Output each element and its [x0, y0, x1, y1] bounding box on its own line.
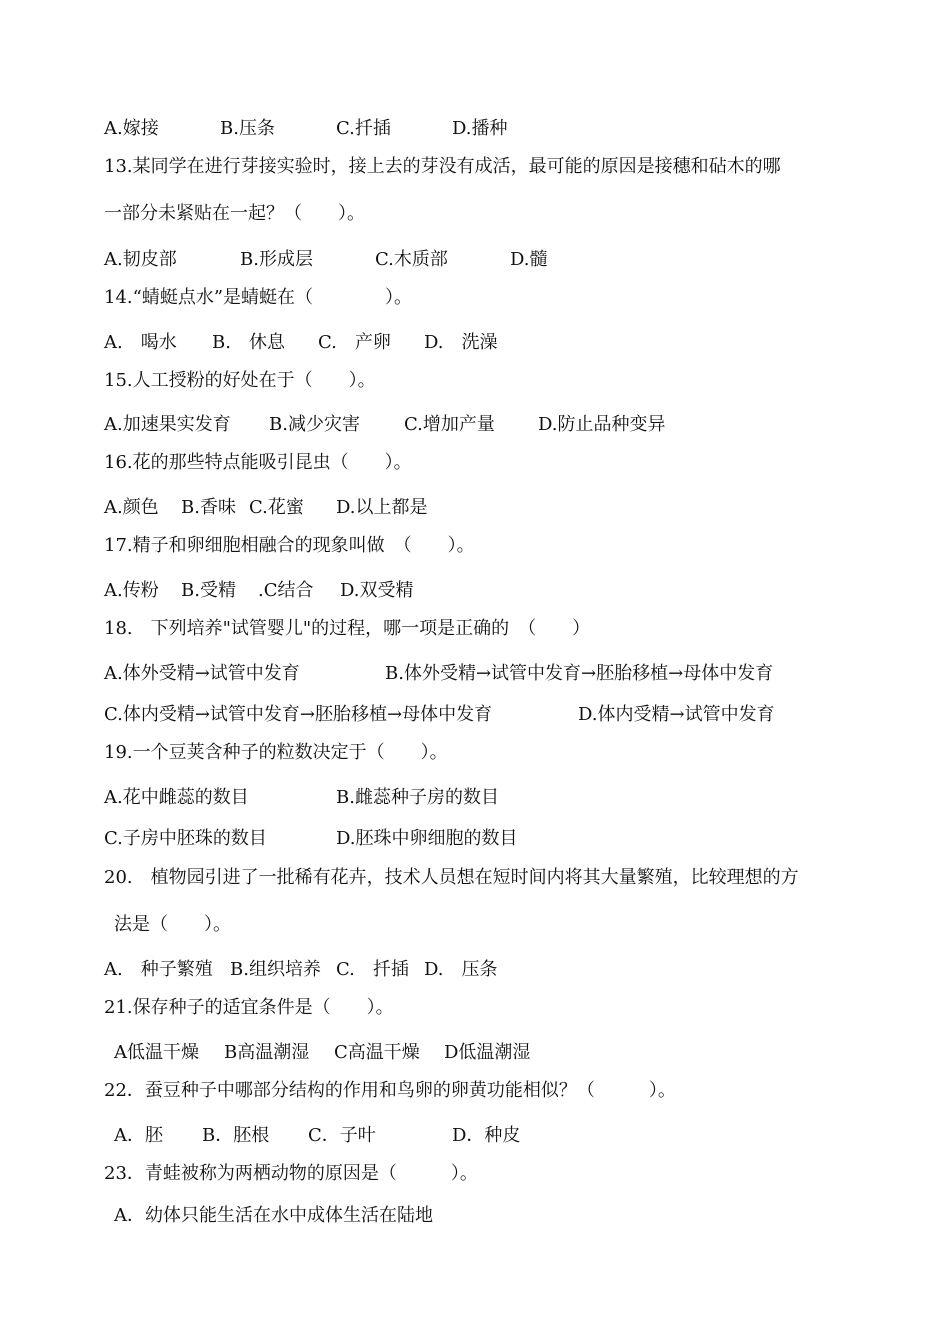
- q15-option-d: D.防止品种变异: [538, 414, 666, 435]
- q20-stem-line1: 20. 植物园引进了一批稀有花卉，技术人员想在短时间内将其大量繁殖，比较理想的方: [104, 867, 799, 888]
- q19-option-a: A.花中雌蕊的数目: [104, 787, 249, 808]
- q15-option-a: A.加速果实发育: [104, 414, 231, 435]
- q13-option-b: B.形成层: [240, 249, 313, 270]
- q18-option-d: D.体内受精→试管中发育: [578, 704, 775, 725]
- q17-stem: 17.精子和卵细胞相融合的现象叫做 （ ）。: [104, 535, 475, 556]
- q20-option-b: B.组织培养: [230, 959, 321, 980]
- q12-option-b: B.压条: [220, 118, 275, 139]
- q19-option-c: C.子房中胚珠的数目: [104, 828, 267, 849]
- q21-stem: 21.保存种子的适宜条件是（ ）。: [104, 997, 394, 1018]
- q18-option-a: A.体外受精→试管中发育: [104, 663, 300, 684]
- q21-option-a: A低温干燥: [114, 1042, 199, 1063]
- q13-stem-line1: 13.某同学在进行芽接实验时，接上去的芽没有成活，最可能的原因是接穗和砧木的哪: [104, 156, 781, 177]
- q14-option-a: A. 喝水: [104, 332, 177, 353]
- q16-option-c: C.花蜜: [249, 497, 304, 518]
- q21-option-b: B高温潮湿: [224, 1042, 310, 1063]
- q19-option-d: D.胚珠中卵细胞的数目: [336, 828, 518, 849]
- q16-option-d: D.以上都是: [336, 497, 428, 518]
- q12-option-c: C.扦插: [336, 118, 391, 139]
- q16-stem: 16.花的那些特点能吸引昆虫（ ）。: [104, 452, 412, 473]
- q21-option-d: D低温潮湿: [444, 1042, 531, 1063]
- q17-option-d: D.双受精: [340, 580, 414, 601]
- q15-option-b: B.减少灾害: [269, 414, 360, 435]
- q14-stem: 14.“蜻蜓点水”是蜻蜓在（ ）。: [104, 287, 413, 308]
- q20-stem-line2: 法是（ ）。: [114, 914, 231, 935]
- q19-stem: 19.一个豆荚含种子的粒数决定于（ ）。: [104, 742, 448, 763]
- q14-option-b: B. 休息: [212, 332, 285, 353]
- q13-option-a: A.韧皮部: [104, 249, 177, 270]
- q22-option-d: D．种皮: [452, 1125, 521, 1146]
- q23-stem: 23．青蛙被称为两栖动物的原因是（ ）。: [104, 1163, 478, 1184]
- q12-option-d: D.播种: [452, 118, 508, 139]
- q20-option-d: D. 压条: [424, 959, 498, 980]
- q22-option-b: B．胚根: [202, 1125, 270, 1146]
- q20-option-c: C. 扦插: [336, 959, 409, 980]
- q18-stem: 18. 下列培养"试管婴儿"的过程，哪一项是正确的 （ ）: [104, 618, 591, 639]
- q17-option-a: A.传粉: [104, 580, 159, 601]
- q22-stem: 22．蚕豆种子中哪部分结构的作用和鸟卵的卵黄功能相似？（ ）。: [104, 1080, 676, 1101]
- q17-option-c: .C结合: [258, 580, 314, 601]
- q15-stem: 15.人工授粉的好处在于（ ）。: [104, 370, 376, 391]
- q16-option-a: A.颜色: [104, 497, 159, 518]
- q16-option-b: B.香味: [181, 497, 236, 518]
- q12-option-a: A.嫁接: [104, 118, 159, 139]
- q23-option-a: A．幼体只能生活在水中成体生活在陆地: [114, 1205, 433, 1226]
- q14-option-c: C. 产卵: [318, 332, 391, 353]
- q22-option-c: C．子叶: [308, 1125, 376, 1146]
- q19-option-b: B.雌蕊种子房的数目: [336, 787, 499, 808]
- q18-option-b: B.体外受精→试管中发育→胚胎移植→母体中发育: [385, 663, 774, 684]
- q13-stem-line2: 一部分未紧贴在一起？（ ）。: [104, 203, 365, 224]
- q22-option-a: A．胚: [114, 1125, 163, 1146]
- q17-option-b: B.受精: [181, 580, 236, 601]
- q15-option-c: C.增加产量: [404, 414, 495, 435]
- q21-option-c: C高温干燥: [334, 1042, 420, 1063]
- q18-option-c: C.体内受精→试管中发育→胚胎移植→母体中发育: [104, 704, 493, 725]
- q13-option-c: C.木质部: [375, 249, 448, 270]
- q13-option-d: D.髓: [510, 249, 548, 270]
- q20-option-a: A. 种子繁殖: [104, 959, 213, 980]
- q14-option-d: D. 洗澡: [424, 332, 498, 353]
